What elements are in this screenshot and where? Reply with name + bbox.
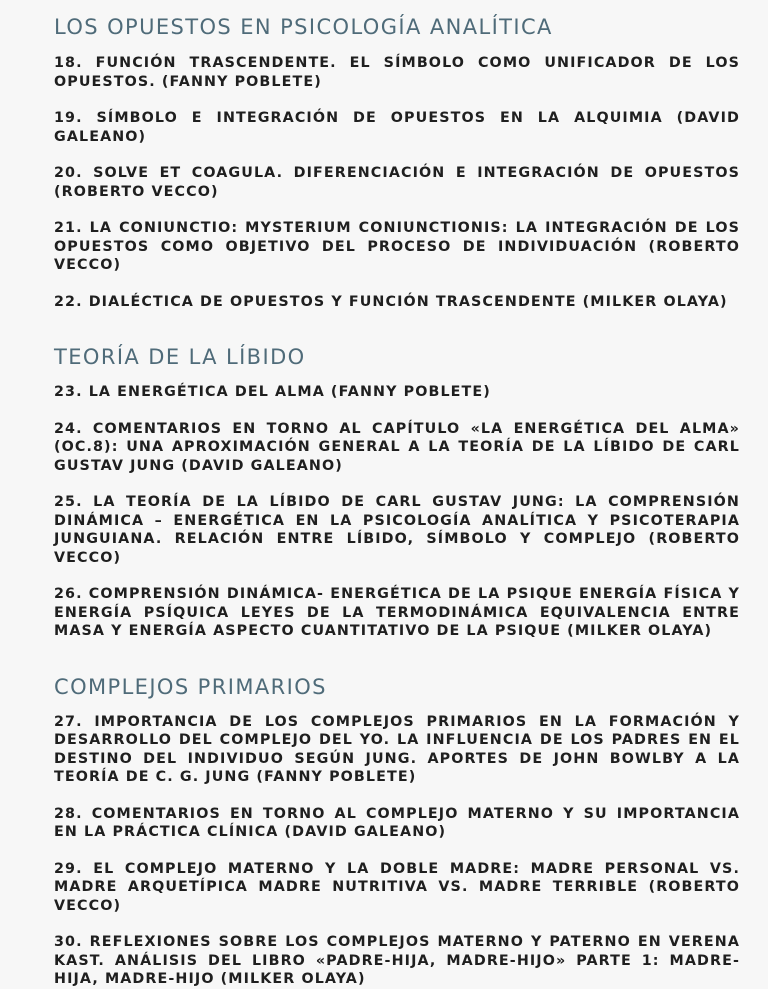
section-title: LOS OPUESTOS EN PSICOLOGÍA ANALÍTICA (54, 15, 553, 39)
list-item[interactable]: 30. REFLEXIONES SOBRE LOS COMPLEJOS MATERNO Y PATERNO EN VERENA KAST. ANÁLISIS DEL LIBRO «PADRE-HIJA, MADRE-HIJO» PARTE 1: MADRE-HIJA, MADRE-HIJO (MILKER OLAYA) (54, 934, 740, 987)
list-item[interactable]: 23. LA ENERGÉTICA DEL ALMA (FANNY POBLETE) (54, 384, 491, 400)
list-item[interactable]: 19. SÍMBOLO E INTEGRACIÓN DE OPUESTOS EN LA ALQUIMIA (DAVID GALEANO) (54, 110, 740, 145)
section-title: COMPLEJOS PRIMARIOS (54, 674, 327, 699)
list-item[interactable]: 28. COMENTARIOS EN TORNO AL COMPLEJO MATERNO Y SU IMPORTANCIA EN LA PRÁCTICA CLÍNICA (DAVID GALEANO) (54, 805, 740, 840)
list-item[interactable]: 26. COMPRENSIÓN DINÁMICA- ENERGÉTICA DE LA PSIQUE ENERGÍA FÍSICA Y ENERGÍA PSÍQUICA LEYES DE LA TERMODINÁMICA EQUIVALENCIA ENTRE MASA Y ENERGÍA ASPECTO CUANTITATIVO DE LA PSIQUE (MILKER OLAYA) (54, 586, 740, 639)
list-item[interactable]: 18. FUNCIÓN TRASCENDENTE. EL SÍMBOLO COMO UNIFICADOR DE LOS OPUESTOS. (FANNY POBLETE) (54, 55, 740, 90)
list-item[interactable]: 27. IMPORTANCIA DE LOS COMPLEJOS PRIMARIOS EN LA FORMACIÓN Y DESARROLLO DEL COMPLEJO DEL YO. LA INFLUENCIA DE LOS PADRES EN EL DESTINO DEL INDIVIDUO SEGÚN JUNG. APORTES DE JOHN BOWLBY A LA TEORÍA DE C. G. JUNG (FANNY POBLETE) (54, 713, 740, 785)
list-item[interactable]: 24. COMENTARIOS EN TORNO AL CAPÍTULO «LA ENERGÉTICA DEL ALMA» (OC.8): UNA APROXIMACIÓN GENERAL A LA TEORÍA DE LA LÍBIDO DE CARL GUSTAV JUNG (DAVID GALEANO) (54, 420, 740, 474)
section-complejos (54, 672, 740, 989)
list-item[interactable]: 25. LA TEORÍA DE LA LÍBIDO DE CARL GUSTAV JUNG: LA COMPRENSIÓN DINÁMICA – ENERGÉTICA EN LA PSICOLOGÍA ANALÍTICA Y PSICOTERAPIA JUNGUIANA. RELACIÓN ENTRE LÍBIDO, SÍMBOLO Y COMPLEJO (ROBERTO VECCO) (54, 494, 740, 566)
list-item[interactable]: 21. LA CONIUNCTIO: MYSTERIUM CONIUNCTIONIS: LA INTEGRACIÓN DE LOS OPUESTOS COMO OBJETIVO DEL PROCESO DE INDIVIDUACIÓN (ROBERTO VECCO) (54, 220, 740, 273)
list-item[interactable]: 22. DIALÉCTICA DE OPUESTOS Y FUNCIÓN TRASCENDENTE (MILKER OLAYA) (54, 293, 728, 310)
section-libido (54, 342, 740, 641)
list-item[interactable]: 20. SOLVE ET COAGULA. DIFERENCIACIÓN E INTEGRACIÓN DE OPUESTOS (ROBERTO VECCO) (54, 165, 740, 200)
list-item[interactable]: 29. EL COMPLEJO MATERNO Y LA DOBLE MADRE: MADRE PERSONAL VS. MADRE ARQUETÍPICA MADRE NUTRITIVA VS. MADRE TERRIBLE (ROBERTO VECCO) (54, 860, 740, 914)
section-title: TEORÍA DE LA LÍBIDO (54, 345, 306, 369)
section-opuestos (54, 12, 740, 311)
